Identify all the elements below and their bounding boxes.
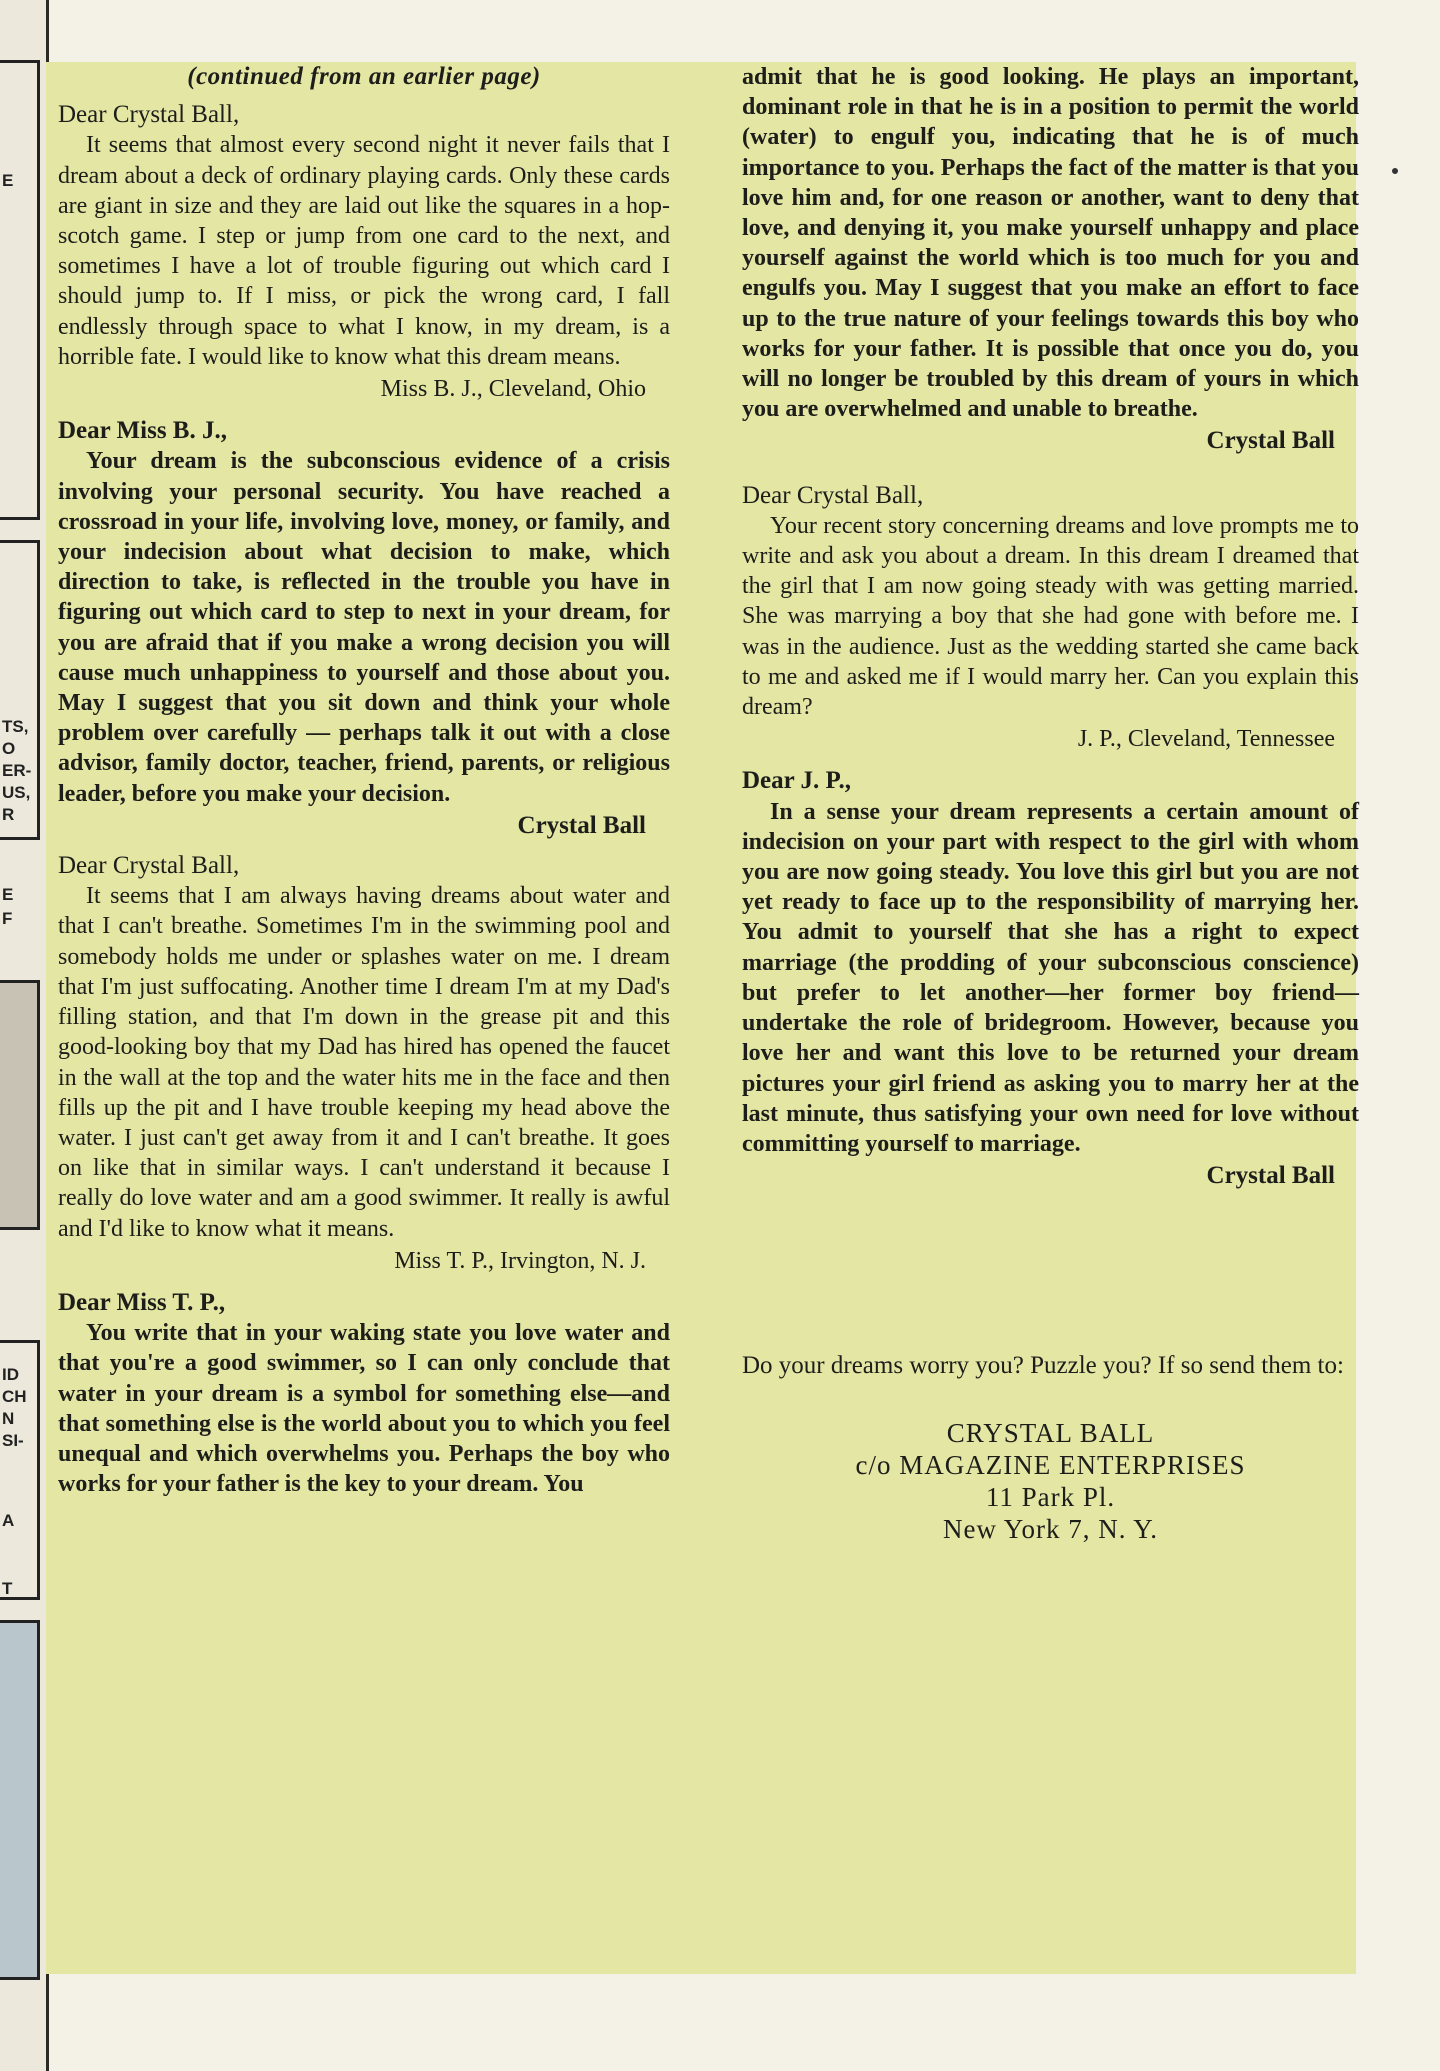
adjacent-page-strip: [0, 0, 49, 2071]
address-line: c/o MAGAZINE ENTERPRISES: [855, 1450, 1246, 1481]
letter-salutation: Dear Crystal Ball,: [58, 852, 240, 880]
letter-salutation: Dear Crystal Ball,: [742, 481, 924, 509]
strip-text-fragment: E: [2, 171, 14, 190]
strip-text-fragment: CH: [2, 1387, 27, 1406]
invitation-text: Do your dreams worry you? Puzzle you? If so send them to:: [742, 1352, 1344, 1380]
ink-speck: [1392, 168, 1398, 174]
answer-body: Your dream is the subconscious evidence of a crisis involving your personal security. You have reached a crossroad in your life, involving love, money, or family, and your indecision about what decision to make, which direction to take, is reflected in the trouble you have in figuring out which card to step to next in your dream, for you are afraid that if you make a wrong decision you will cause much unhappiness to yourself and those about you. May I suggest that you sit down and think your whole problem over carefully — perhaps talk it out with a close advisor, family doctor, teacher, friend, parents, or religious leader, before you make your decision.: [58, 448, 670, 807]
address-line: 11 Park Pl.: [985, 1482, 1116, 1513]
continued-note: (continued from an earlier page): [187, 63, 541, 90]
right-column: [742, 62, 1359, 1545]
answer-salutation: Dear J. P.,: [742, 767, 852, 795]
letter-signature: Miss T. P., Irvington, N. J.: [394, 1247, 646, 1274]
letter-body: It seems that almost every second night it never fails that I dream about a deck of ordinary playing cards. Only these cards are giant in size and they are laid out like the squares in a hop-scotch game. I step or jump from one card to the next, and sometimes I have a lot of trouble figuring out which card I should jump to. If I miss, or pick the wrong card, I fall endlessly through space to what I know, in my dream, is a horrible fate. I would like to know what this dream means.: [58, 132, 670, 370]
strip-text-fragment: ER-: [2, 761, 32, 780]
strip-text-fragment: US,: [2, 783, 31, 802]
strip-text-fragment: SI-: [2, 1431, 24, 1450]
answer-signature: Crystal Ball: [1206, 427, 1335, 455]
letters-page: [46, 62, 1359, 1974]
answer-body: You write that in your waking state you love water and that you're a good swimmer, so I can only conclude that water in your dream is a symbol for something else—and that something else is the world about you to which you feel unequal and which overwhelms you. Perhaps the boy who works for your father is the key to your dream. You: [58, 1320, 670, 1498]
strip-text-fragment: R: [2, 805, 15, 824]
answer-body-continued: admit that he is good looking. He plays an important, dominant role in that he is in a position to permit the world (water) to engulf you, indicating that he is of much importance to you. Perhaps the fact of the matter is that you love him and, for one reason or another, want to deny that love, and denying it, you make yourself unhappy and place yourself against the world which is too much for you and engulfs you. May I suggest that you make an effort to face up to the true nature of your feelings towards this boy who works for your father. It is possible that once you do, you will no longer be troubled by this dream of yours in which you are overwhelmed and unable to breathe.: [742, 64, 1359, 423]
mailing-address: [742, 1417, 1359, 1545]
address-line: CRYSTAL BALL: [946, 1418, 1155, 1449]
answer-body: In a sense your dream represents a certain amount of indecision on your part with respect to the girl with whom you are now going steady. You love this girl but you are not yet ready to face up to the responsibility of marrying her. You admit to yourself that she has a right to expect marriage (the prodding of your subconscious conscience) but prefer to let another—her former boy friend—undertake the role of bridegroom. However, because you love her and want this love to be returned your dream pictures your girl friend as asking you to marry her at the last minute, thus satisfying your own need for love without committing yourself to marriage.: [742, 798, 1359, 1157]
strip-text-fragment: A: [2, 1511, 15, 1530]
answer-signature: Crystal Ball: [1206, 1162, 1335, 1190]
comic-panel-border: [0, 60, 40, 520]
strip-text-fragment: ID: [2, 1365, 19, 1384]
address-line: New York 7, N. Y.: [942, 1514, 1159, 1545]
strip-text-fragment: T: [2, 1579, 13, 1598]
comic-panel-border: [0, 1620, 40, 1980]
letter-body: Your recent story concerning dreams and love prompts me to write and ask you about a dream. In this dream I dreamed that the girl that I am now going steady with was getting married. She was marrying a boy that she had gone with before me. I was in the audience. Just as the wedding started she came back to me and asked me if I would marry her. Can you explain this dream?: [742, 512, 1359, 721]
left-column: [58, 62, 670, 1499]
strip-text-fragment: TS,: [2, 717, 29, 736]
answer-salutation: Dear Miss T. P.,: [58, 1288, 226, 1316]
answer-salutation: Dear Miss B. J.,: [58, 417, 227, 445]
letter-salutation: Dear Crystal Ball,: [58, 101, 240, 129]
strip-text-fragment: F: [2, 909, 13, 928]
letter-signature: J. P., Cleveland, Tennessee: [1077, 726, 1335, 753]
comic-panel-border: [0, 980, 40, 1230]
strip-text-fragment: E: [2, 885, 14, 904]
letter-signature: Miss B. J., Cleveland, Ohio: [380, 376, 646, 403]
strip-text-fragment: N: [2, 1409, 15, 1428]
strip-text-fragment: O: [2, 739, 16, 758]
answer-signature: Crystal Ball: [517, 811, 646, 839]
letter-body: It seems that I am always having dreams about water and that I can't breathe. Sometimes I'm in the swimming pool and somebody holds me under or splashes water on me. I dream that I'm just suffocating. Another time I dream I'm at my Dad's filling station, and that I'm down in the grease pit and this good-looking boy that my Dad has hired has opened the faucet in the wall at the top and the water hits me in the face and then fills up the pit and I have trouble keeping my head above the water. I just can't get away from it and I can't breathe. It goes on like that in similar ways. I can't understand it because I really do love water and am a good swimmer. It really is awful and I'd like to know what it means.: [58, 883, 670, 1242]
